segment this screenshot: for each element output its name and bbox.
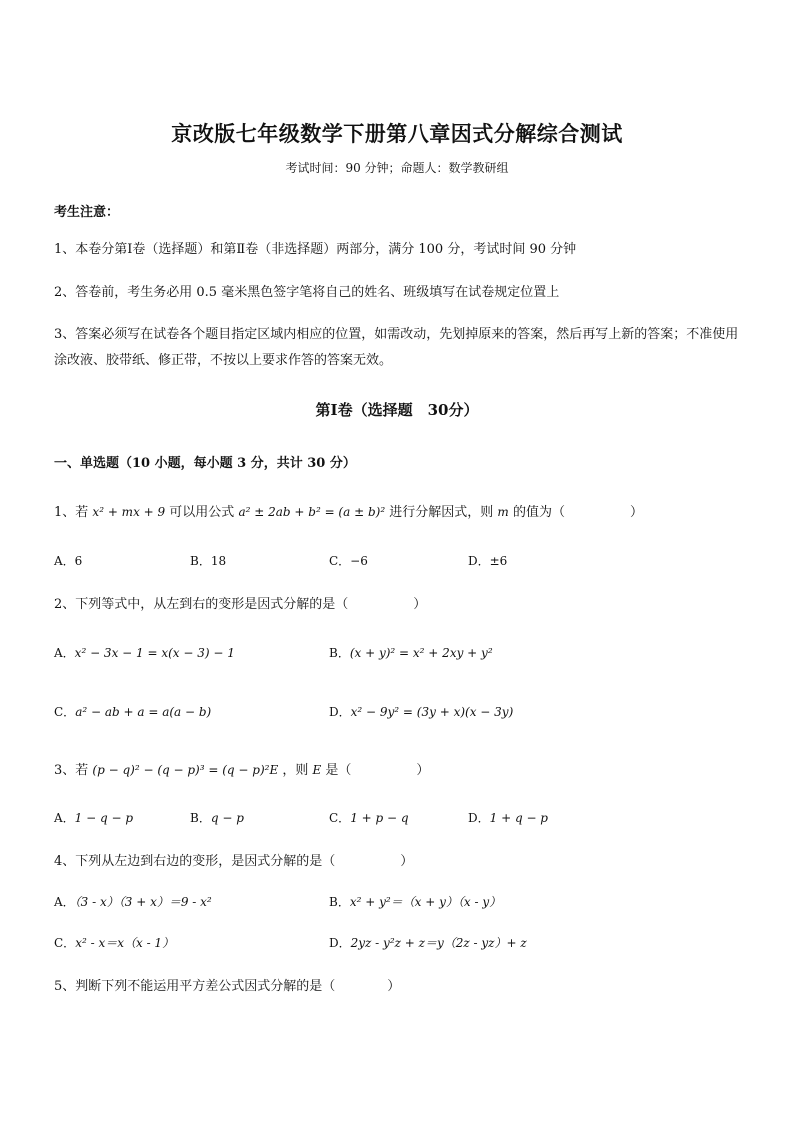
question-2-option-a-label: A． bbox=[54, 646, 75, 660]
question-3 bbox=[54, 759, 429, 778]
question-1-option-c[interactable]: C．−6 bbox=[329, 554, 368, 568]
question-1 bbox=[54, 501, 643, 520]
question-2-option-a-expr: x² − 3x − 1 = x(x − 3) − 1 bbox=[74, 646, 235, 660]
question-4-option-c-label: C． bbox=[54, 936, 76, 950]
question-1-mid-1: 可以用公式 bbox=[169, 505, 235, 520]
exam-title: 京改版七年级数学下册第八章因式分解综合测试 bbox=[171, 121, 623, 146]
question-2-option-b[interactable] bbox=[329, 644, 493, 661]
part-title: 一、单选题（10 小题，每小题 3 分，共计 30 分） bbox=[54, 456, 356, 471]
question-1-suffix: 的值为（ ） bbox=[512, 505, 643, 520]
question-4-option-b-expr: x² + y²＝（x + y）（x - y） bbox=[349, 895, 502, 909]
section-title: 第Ⅰ卷（选择题 30分） bbox=[315, 401, 479, 419]
question-4-option-d-expr: 2yz - y²z + z＝y（2z - yz）+ z bbox=[350, 936, 527, 950]
question-1-expr-1: x² + mx + 9 bbox=[92, 505, 166, 519]
question-2-option-c-label: C． bbox=[54, 705, 76, 719]
question-1-expr-2: a² ± 2ab + b² = (a ± b)² bbox=[238, 505, 386, 519]
question-4-option-a-expr: （3 - x）（3 + x）＝9 - x² bbox=[74, 895, 212, 909]
question-3-option-c-expr: 1 + p − q bbox=[350, 811, 409, 825]
question-1-expr-3: m bbox=[497, 505, 509, 519]
question-3-prefix: 3、若 bbox=[54, 763, 89, 778]
question-3-option-b-label: B． bbox=[190, 811, 211, 825]
question-4-option-c-expr: x² - x＝x（x - 1） bbox=[75, 936, 175, 950]
question-3-mid: ，则 bbox=[282, 763, 309, 778]
question-1-prefix: 1、若 bbox=[54, 505, 89, 520]
question-3-option-b-expr: q − p bbox=[210, 811, 244, 825]
question-4-option-c[interactable] bbox=[54, 934, 174, 951]
question-1-option-d[interactable]: D．±6 bbox=[468, 554, 508, 568]
question-3-option-a[interactable] bbox=[54, 809, 133, 826]
question-4-option-a[interactable] bbox=[54, 893, 212, 910]
question-2-option-a[interactable] bbox=[54, 644, 235, 661]
question-3-option-c[interactable] bbox=[329, 809, 409, 826]
question-1-option-a[interactable]: A．6 bbox=[54, 554, 83, 568]
question-3-option-b[interactable] bbox=[190, 809, 244, 826]
question-4-option-d[interactable] bbox=[329, 934, 527, 951]
question-5-stem: 5、判断下列不能运用平方差公式因式分解的是（ ） bbox=[54, 979, 401, 994]
question-2-option-c[interactable] bbox=[54, 703, 211, 720]
question-2-option-d-expr: x² − 9y² = (3y + x)(x − 3y) bbox=[350, 705, 514, 719]
notice-item-1: 1、本卷分第Ⅰ卷（选择题）和第Ⅱ卷（非选择题）两部分，满分 100 分，考试时间 90 分钟 bbox=[54, 242, 577, 257]
question-3-option-d-expr: 1 + q − p bbox=[489, 811, 548, 825]
exam-subtitle: 考试时间：90 分钟；命题人：数学教研组 bbox=[285, 161, 509, 175]
question-3-option-d-label: D． bbox=[468, 811, 490, 825]
question-4-option-a-label: A． bbox=[54, 895, 75, 909]
question-4-option-b-label: B． bbox=[329, 895, 350, 909]
question-2-stem: 2、下列等式中，从左到右的变形是因式分解的是（ ） bbox=[54, 597, 427, 612]
question-3-option-c-label: C． bbox=[329, 811, 351, 825]
question-4-stem: 4、下列从左边到右边的变形，是因式分解的是（ ） bbox=[54, 854, 414, 869]
question-1-option-b[interactable]: B．18 bbox=[190, 554, 227, 568]
question-3-expr-2: E bbox=[312, 763, 322, 777]
question-3-option-a-expr: 1 − q − p bbox=[74, 811, 134, 825]
question-2-option-c-expr: a² − ab + a = a(a − b) bbox=[75, 705, 212, 719]
notice-item-2: 2、答卷前，考生务必用 0.5 毫米黑色签字笔将自己的姓名、班级填写在试卷规定位置上 bbox=[54, 285, 560, 300]
question-3-option-a-label: A． bbox=[54, 811, 75, 825]
question-2-option-d[interactable] bbox=[329, 703, 513, 720]
notice-heading: 考生注意： bbox=[54, 205, 120, 220]
question-2-option-b-expr: (x + y)² = x² + 2xy + y² bbox=[349, 646, 493, 660]
question-4-option-b[interactable] bbox=[329, 893, 501, 910]
question-3-suffix: 是（ ） bbox=[325, 763, 430, 778]
notice-item-3: 3、答案必须写在试卷各个题目指定区域内相应的位置，如需改动，先划掉原来的答案，然后再写上新的答案；不准使用涂改液、胶带纸、修正带，不按以上要求作答的答案无效。 bbox=[54, 327, 739, 368]
question-4-option-d-label: D． bbox=[329, 936, 351, 950]
question-2-option-d-label: D． bbox=[329, 705, 351, 719]
question-3-expr-1: (p − q)² − (q − p)³ = (q − p)²E bbox=[92, 763, 279, 777]
question-3-option-d[interactable] bbox=[468, 809, 548, 826]
question-2-option-b-label: B． bbox=[329, 646, 350, 660]
question-1-mid-2: 进行分解因式，则 bbox=[389, 505, 494, 520]
